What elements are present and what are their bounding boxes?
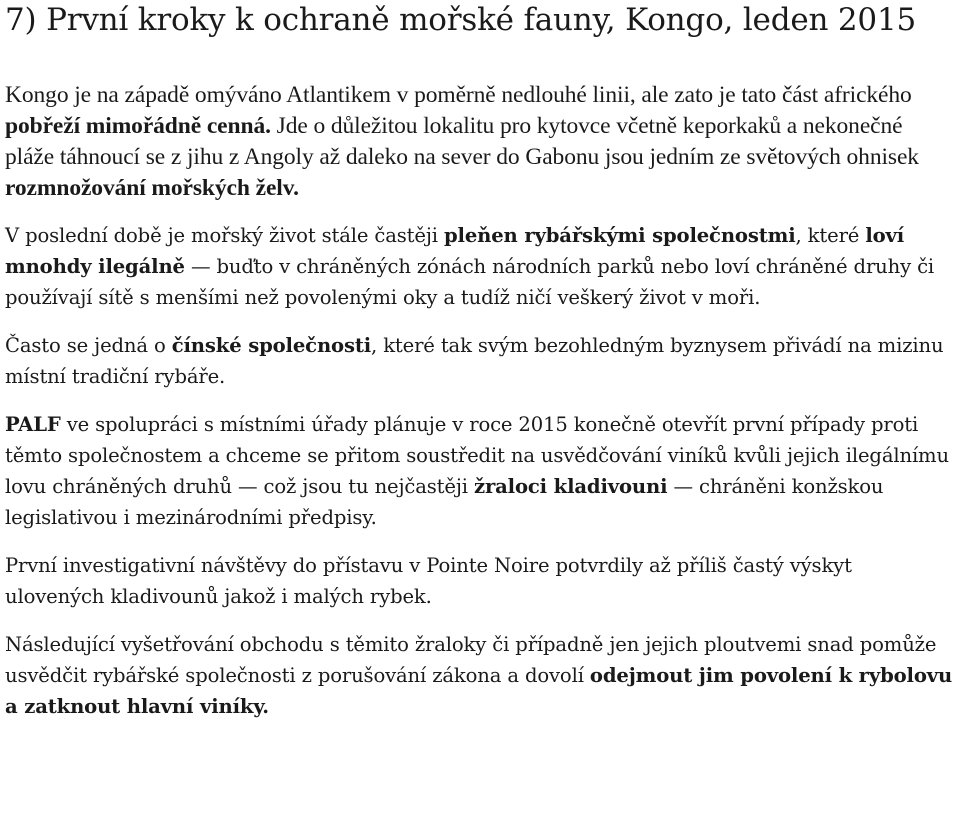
text-run: Kongo je na západě omýváno Atlantikem v poměrně nedlouhé linii, ale zato je tato část afrického [5, 82, 912, 108]
text-run: Často se jedná o [5, 334, 172, 357]
text-run: , které [795, 224, 866, 247]
document-page [5, 0, 957, 722]
text-run: Následující vyšetřování obchodu s těmito žraloky či případně jen jejich ploutvemi snad pomůže usvědčit rybářské společnosti z porušování zákona a dovolí [5, 633, 937, 687]
text-run-bold: pobřeží mimořádně cenná. [5, 113, 271, 139]
text-run-bold: odejmout jim povolení k rybolovu a zatknout hlavní viníky. [5, 664, 953, 718]
text-run-bold: čínské společnosti [171, 334, 372, 357]
text-run: — buďto v chráněných zónách národních parků nebo loví chráněné druhy či používají sítě s menšími než povolenými oky a tudíž ničí veškerý život v moři. [5, 255, 935, 309]
text-run: ve spolupráci s místními úřady plánuje v roce 2015 konečně otevřít první případy proti těmto společnostem a chceme se přitom soustředit na usvědčování viníků kvůli jejich ilegálnímu lovu chráněných druhů — což jsou tu nejčastěji [5, 413, 949, 498]
paragraph-investigation-visits [5, 550, 957, 612]
page-title: 7) První kroky k ochraně mořské fauny, Kongo, leden 2015 [5, 2, 917, 38]
text-run: V poslední době je mořský život stále častěji [5, 224, 444, 247]
paragraph-follow-up [5, 629, 957, 722]
text-run-bold: loví mnohdy ilegálně [5, 224, 905, 278]
text-run-bold: žraloci kladivouni [473, 475, 668, 498]
text-run-bold: PALF [5, 413, 61, 436]
paragraph-chinese-companies [5, 330, 957, 392]
paragraph-intro [5, 80, 957, 204]
paragraph-illegal-fishing [5, 220, 957, 313]
paragraph-palf-plans [5, 409, 957, 533]
text-run: Jde o důležitou lokalitu pro kytovce včetně keporkaků a nekonečné pláže táhnoucí se z jihu z Angoly až daleko na sever do Gabonu jsou jedním ze světových ohnisek [5, 113, 919, 170]
text-run-bold: pleňen rybářskými společnostmi [443, 224, 796, 247]
text-run-bold: rozmnožování mořských želv. [5, 175, 299, 201]
text-run: První investigativní návštěvy do přístavu v Pointe Noire potvrdily až příliš častý výskyt ulovených kladivounů jakož i malých rybek. [5, 554, 852, 608]
text-run: , které tak svým bezohledným byznysem přivádí na mizinu místní tradiční rybáře. [5, 334, 944, 388]
text-run: — chráněni konžskou legislativou i mezinárodními předpisy. [5, 475, 884, 529]
